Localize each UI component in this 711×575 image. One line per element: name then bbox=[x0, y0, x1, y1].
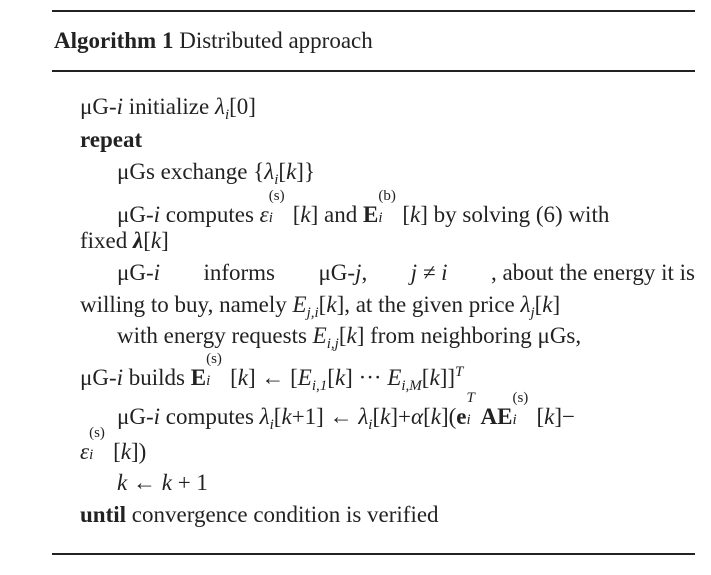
text: [ bbox=[230, 365, 238, 390]
text: μGs exchange { bbox=[117, 159, 265, 184]
line-compute bbox=[117, 188, 610, 227]
text: [ bbox=[536, 404, 545, 429]
math-bold: λ bbox=[133, 228, 144, 253]
math: k bbox=[300, 202, 311, 227]
sub: i bbox=[89, 447, 94, 463]
math: E bbox=[312, 323, 327, 348]
math: k bbox=[161, 470, 172, 495]
text: with energy requests bbox=[117, 323, 313, 348]
text: ← bbox=[127, 470, 162, 495]
caption-rule bbox=[52, 70, 695, 72]
math-bold: e bbox=[456, 404, 467, 429]
text: ]) bbox=[130, 439, 147, 464]
math-sup: T bbox=[455, 364, 464, 380]
math: ε bbox=[259, 202, 269, 227]
text: [ bbox=[402, 202, 411, 227]
keyword-repeat: repeat bbox=[80, 127, 143, 152]
sub-sup bbox=[268, 188, 293, 226]
math-sub: j,i bbox=[306, 305, 319, 321]
sub-sup bbox=[206, 351, 230, 389]
math-sub: j bbox=[530, 305, 535, 321]
sub-sup bbox=[378, 188, 402, 226]
text: ] bbox=[161, 228, 169, 253]
text: [ bbox=[278, 159, 287, 184]
text: ] bbox=[552, 292, 561, 317]
math: i bbox=[153, 260, 160, 285]
math: λ bbox=[214, 94, 225, 119]
text: ] ← [ bbox=[247, 365, 298, 390]
math: k bbox=[237, 365, 248, 390]
sub: i bbox=[466, 412, 471, 428]
text: informs bbox=[203, 260, 275, 285]
sup: (s) bbox=[89, 425, 105, 441]
text: initialize bbox=[123, 94, 215, 119]
algorithm-title: Distributed approach bbox=[179, 28, 373, 53]
text: ] from neighboring bbox=[356, 323, 538, 348]
text: [ bbox=[423, 404, 431, 429]
text: μG- bbox=[80, 365, 117, 390]
math-bold: AE bbox=[480, 404, 513, 429]
math-sub: i bbox=[274, 172, 279, 188]
line-builds bbox=[80, 351, 464, 394]
sup: (s) bbox=[268, 188, 285, 204]
text: ]+ bbox=[390, 404, 411, 429]
math: ε bbox=[80, 439, 90, 464]
sub-sup bbox=[89, 425, 113, 463]
text: [ bbox=[421, 365, 430, 390]
math: j bbox=[355, 260, 362, 285]
text: ] and bbox=[310, 202, 363, 227]
text: ]] bbox=[439, 365, 456, 390]
math: i bbox=[153, 202, 160, 227]
text: [ bbox=[292, 202, 301, 227]
math: i bbox=[153, 404, 160, 429]
line-informs bbox=[117, 261, 695, 284]
math: k bbox=[334, 365, 346, 390]
text: computes bbox=[160, 202, 260, 227]
text: [ bbox=[143, 228, 151, 253]
sub: i bbox=[206, 373, 211, 389]
text: [0] bbox=[229, 94, 256, 119]
math: k bbox=[117, 470, 128, 495]
text: μG- bbox=[117, 260, 154, 285]
line-increment bbox=[117, 471, 208, 494]
bottom-rule bbox=[52, 553, 695, 555]
line-update bbox=[117, 390, 575, 433]
text: μG- bbox=[117, 202, 154, 227]
sub: i bbox=[268, 210, 273, 226]
sup: (b) bbox=[378, 188, 396, 204]
math: k bbox=[286, 159, 297, 184]
text: +1] ← bbox=[291, 404, 359, 429]
text: convergence condition is verified bbox=[126, 502, 439, 527]
math: k bbox=[281, 404, 292, 429]
text: + 1 bbox=[171, 470, 208, 495]
math: j ≠ i bbox=[410, 260, 448, 285]
math: E bbox=[387, 365, 402, 390]
sup: (s) bbox=[206, 351, 222, 367]
math: k bbox=[429, 365, 440, 390]
math: i bbox=[116, 365, 123, 390]
math-sub: i bbox=[224, 107, 230, 123]
text: computes bbox=[160, 404, 260, 429]
text: μG- bbox=[117, 404, 154, 429]
text: [ bbox=[372, 404, 381, 429]
math: k bbox=[544, 404, 555, 429]
text: ], at the given price bbox=[336, 292, 521, 317]
text: fixed bbox=[80, 228, 134, 253]
text: [ bbox=[273, 404, 282, 429]
line-exchange bbox=[117, 159, 315, 188]
math: k bbox=[430, 404, 441, 429]
sub-sup bbox=[512, 390, 536, 428]
math: λ bbox=[520, 292, 531, 317]
math-sub: i,1 bbox=[311, 378, 328, 394]
line-willing bbox=[80, 292, 561, 321]
math: k bbox=[410, 202, 421, 227]
line-until bbox=[80, 503, 439, 526]
text: , about the energy it is bbox=[490, 260, 695, 285]
math: λ bbox=[264, 159, 275, 184]
algorithm-label: Algorithm 1 bbox=[54, 28, 174, 53]
math-sub: i,M bbox=[401, 378, 422, 394]
text: [ bbox=[318, 292, 327, 317]
text: [ bbox=[113, 439, 121, 464]
text: μGs, bbox=[537, 323, 582, 348]
sub: i bbox=[512, 412, 517, 428]
text: μG- bbox=[318, 260, 356, 285]
line-initialize bbox=[80, 94, 256, 123]
math: λ bbox=[259, 404, 270, 429]
line-fixed bbox=[80, 229, 169, 252]
sub-sup bbox=[466, 390, 481, 428]
text: [ bbox=[338, 323, 347, 348]
sup: T bbox=[466, 390, 475, 406]
math: E bbox=[297, 365, 312, 390]
line-requests bbox=[117, 323, 582, 352]
algorithm-caption bbox=[54, 28, 373, 54]
text: [ bbox=[534, 292, 543, 317]
text: ]( bbox=[440, 404, 457, 429]
math-sub: i,j bbox=[326, 336, 339, 352]
text: ]− bbox=[554, 404, 575, 429]
math: E bbox=[292, 292, 307, 317]
text: ]} bbox=[296, 159, 315, 184]
math: k bbox=[542, 292, 553, 317]
math: k bbox=[120, 439, 131, 464]
math: k bbox=[380, 404, 391, 429]
keyword-until: until bbox=[80, 502, 127, 527]
text: ] ··· bbox=[345, 365, 388, 390]
math-bold: E bbox=[363, 202, 379, 227]
text: builds bbox=[123, 365, 191, 390]
math: λ bbox=[358, 404, 369, 429]
sup: (s) bbox=[512, 390, 529, 406]
math-sub: i bbox=[269, 417, 274, 433]
text: ] by solving (6) with bbox=[420, 202, 610, 227]
math: α bbox=[411, 404, 424, 429]
math: i bbox=[116, 94, 123, 119]
math-sub: i bbox=[368, 417, 373, 433]
text: , bbox=[361, 260, 368, 285]
math: k bbox=[346, 323, 357, 348]
text: μG- bbox=[80, 94, 117, 119]
math-bold: E bbox=[190, 365, 207, 390]
line-epsilon bbox=[80, 425, 147, 464]
math: k bbox=[150, 228, 162, 253]
math: k bbox=[326, 292, 337, 317]
sub: i bbox=[378, 210, 383, 226]
text: willing to buy, namely bbox=[80, 292, 293, 317]
text: [ bbox=[327, 365, 335, 390]
top-rule bbox=[52, 10, 695, 12]
